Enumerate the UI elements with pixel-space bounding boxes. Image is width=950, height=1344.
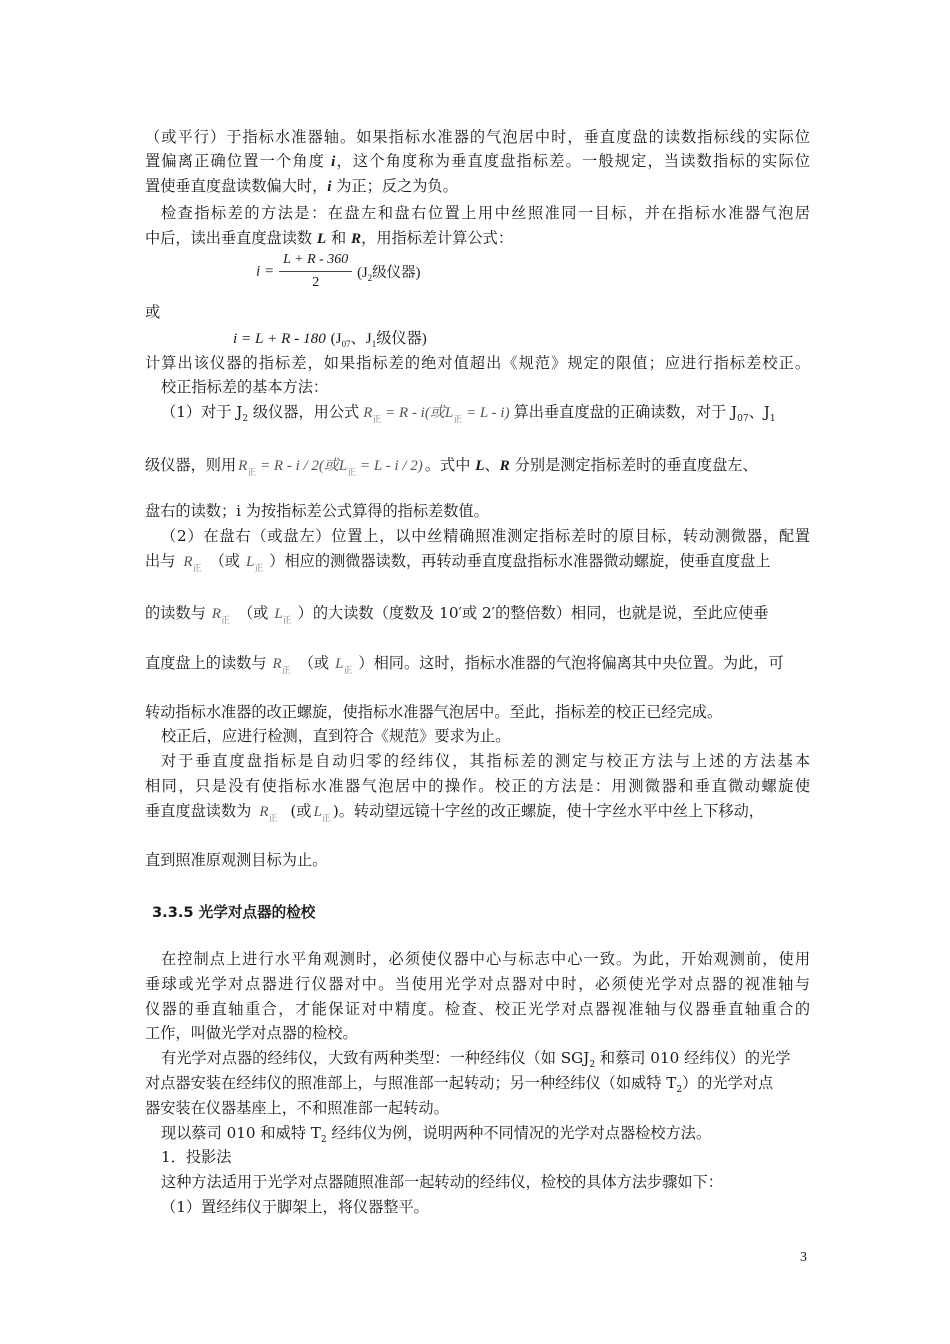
- paragraph-line: 有光学对点器的经纬仪，大致有两种类型：一种经纬仪（如 $SGJ_2$ 和蔡司 010 经纬仪）的光学: [161, 1049, 791, 1071]
- paragraph-line: 垂直度盘读数为 $R_正$ (或 $L_正$ )。转动望远镜十字丝的改正螺旋，使十字丝水平中丝上下移动，: [145, 802, 764, 823]
- paragraph-line: 中后，读出垂直度盘读数 L 和 R，用指标差计算公式：: [145, 229, 514, 247]
- paragraph-line: 检查指标差的方法是：在盘左和盘右位置上用中丝照准同一目标，并在指标水准器气泡居: [161, 204, 810, 222]
- paragraph-line: 现以蔡司 010 和威特 $T_2$ 经纬仪为例，说明两种不同情况的光学对点器检校方法。: [161, 1124, 712, 1146]
- paragraph-line: 仪器的垂直轴重合，才能保证对中精度。检查、校正光学对点器视准轴与仪器垂直轴重合的: [145, 1000, 810, 1018]
- paragraph-line: 对点器安装在经纬仪的照准部上，与照准部一起转动；另一种经纬仪（如威特 $T_2$）的光学对点: [145, 1074, 774, 1096]
- paragraph-line: 工作，叫做光学对点器的检校。: [145, 1024, 358, 1042]
- paragraph-line: 转动指标水准器的改正螺旋，使指标水准器气泡居中。至此，指标差的校正已经完成。: [145, 703, 723, 721]
- formula-fraction: $\frac{L + R - 360}{2}$: [279, 252, 352, 291]
- paragraph-line: 校正指标差的基本方法：: [161, 378, 329, 396]
- symbol-l-correct: $L_正$: [245, 554, 264, 573]
- paragraph-line: 的读数与 $R_正$ （或 $L_正$ ）的大读数（度数及 10′或 2′的整倍数）相同，也就是说，至此应使垂: [145, 604, 769, 625]
- paragraph-line: 置使垂直度盘读数偏大时，i 为正；反之为负。: [145, 177, 458, 195]
- paragraph-line: 在控制点上进行水平角观测时，必须使仪器中心与标志中心一致。为此，开始观测前，使用: [161, 950, 810, 968]
- paragraph-line: 置偏离正确位置一个角度 i，这个角度称为垂直度盘指标差。一般规定，当读数指标的实际位: [145, 152, 811, 170]
- or-text: 或: [145, 303, 161, 321]
- paragraph-line: 器安装在仪器基座上，不和照准部一起转动。: [145, 1099, 449, 1117]
- formula-index-error-j07-j1: i = L + R - 180 ($J_{07}$、$J_1$级仪器): [233, 330, 427, 350]
- paragraph-line: （1）对于 $J_2$ 级仪器，用公式 $R_正 = R - i$(或$L_正 = L - i$) 算出垂直度盘的正确读数，对于 $J_{07}$、$J_1$: [161, 403, 776, 425]
- paragraph-line: 计算出该仪器的指标差，如果指标差的绝对值超出《规范》规定的限值；应进行指标差校正。: [145, 354, 810, 372]
- paragraph-line: 相同，只是没有使指标水准器气泡居中的操作。校正的方法是：用测微器和垂直微动螺旋使: [145, 777, 810, 795]
- paragraph-line: （或平行）于指标水准器轴。如果指标水准器的气泡居中时，垂直度盘的读数指标线的实际位: [145, 128, 810, 146]
- section-heading: 3.3.5 光学对点器的检校: [152, 904, 316, 921]
- paragraph-line: （2）在盘右（或盘左）位置上，以中丝精确照准测定指标差时的原目标，转动测微器，配置: [161, 527, 810, 545]
- paragraph-line: 级仪器，则用 $R_正 = R - i / 2$(或$L_正 = L - i / 2$) 。式中 L、R 分别是测定指标差时的垂直度盘左、: [145, 456, 758, 477]
- paragraph-line: 盘右的读数；i 为按指标差公式算得的指标差数值。: [145, 502, 489, 520]
- symbol-r-correct: $R_正$: [183, 554, 202, 573]
- symbol-r-correct: $R_正$: [272, 656, 291, 675]
- symbol-r-correct: $R_正$: [259, 804, 278, 823]
- page-number: 3: [800, 1250, 807, 1265]
- paragraph-line: 直度盘上的读数与 $R_正$ （或 $L_正$ ）相同。这时，指标水准器的气泡将偏离其中央位置。为此，可: [145, 654, 784, 675]
- symbol-r-correct: $R_正$: [211, 606, 230, 625]
- paragraph-line: 直到照准原观测目标为止。: [145, 851, 328, 869]
- paragraph-line: （1）置经纬仪于脚架上，将仪器整平。: [161, 1198, 429, 1216]
- paragraph-line: 垂球或光学对点器进行仪器对中。当使用光学对点器对中时，必须使光学对点器的视准轴与: [145, 975, 810, 993]
- formula-index-error-j2: i = $\frac{L + R - 360}{2}$ ($J_2$级仪器): [256, 252, 421, 290]
- paragraph-line: 这种方法适用于光学对点器随照准部一起转动的经纬仪，检校的具体方法步骤如下：: [161, 1173, 723, 1191]
- paragraph-line: 校正后，应进行检测，直到符合《规范》要求为止。: [161, 727, 511, 745]
- paragraph-line: 对于垂直度盘指标是自动归零的经纬仪，其指标差的测定与校正方法与上述的方法基本: [161, 752, 810, 770]
- paragraph-line: 出与 $R_正$ （或 $L_正$ ）相应的测微器读数，再转动垂直度盘指标水准器微动螺旋，使垂直度盘上: [145, 552, 771, 573]
- symbol-l-correct: $L_正$: [274, 606, 292, 625]
- symbol-l-correct: $L_正$: [313, 804, 331, 823]
- symbol-l-correct: $L_正$: [335, 656, 353, 675]
- list-heading: 1．投影法: [161, 1148, 232, 1166]
